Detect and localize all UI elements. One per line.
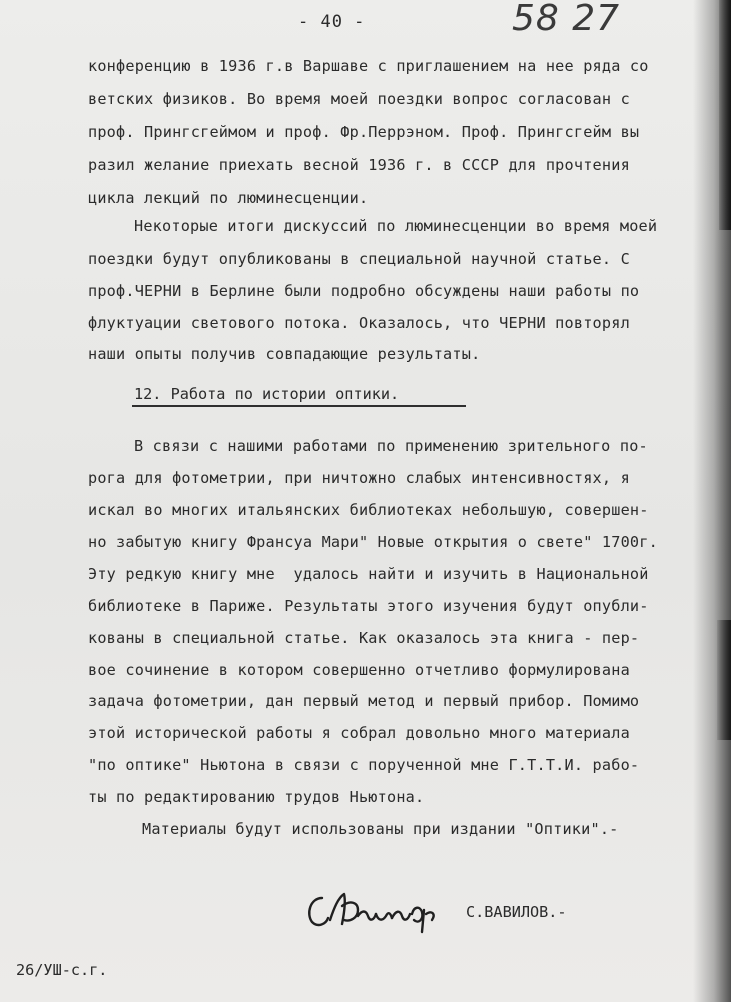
paragraph-2-line-2: поездки будут опубликованы в специальной научной статье. С [88, 250, 630, 268]
paragraph-3-line-9: задача фотометрии, дан первый метод и первый прибор. Помимо [88, 692, 640, 710]
paragraph-3-line-5: Эту редкую книгу мне удалось найти и изучить в Национальной [88, 565, 649, 583]
paragraph-3-line-2: рога для фотометрии, при ничтожно слабых интенсивностях, я [88, 469, 630, 487]
footer-code: 26/УШ-с.г. [16, 961, 108, 979]
page-number: - 40 - [298, 12, 366, 32]
paragraph-2-line-1: Некоторые итоги дискуссий по люминесценции во время моей [134, 217, 658, 235]
paragraph-1-line-3: проф. Прингсгеймом и проф. Фр.Перрэном. Проф. Прингсгейм вы [88, 123, 640, 141]
scan-edge-dark-top [719, 0, 731, 230]
paragraph-3-line-10: этой исторической работы я собрал довольно много материала [88, 724, 630, 742]
paragraph-3-line-11: "по оптике" Ньютона в связи с порученной мне Г.Т.Т.И. рабо- [88, 756, 640, 774]
signer-name: С.ВАВИЛОВ.- [466, 903, 567, 921]
paragraph-2-line-3: проф.ЧЕРНИ в Берлине были подробно обсуждены наши работы по [88, 282, 640, 300]
paragraph-1-line-2: ветских физиков. Во время моей поездки вопрос согласован с [88, 90, 630, 108]
handwritten-signature [300, 880, 450, 940]
paragraph-3-line-1: В связи с нашими работами по применению зрительного по- [134, 437, 648, 455]
section-heading-underline [132, 405, 466, 407]
paragraph-1-line-4: разил желание приехать весной 1936 г. в СССР для прочтения [88, 156, 630, 174]
paragraph-2-line-4: флуктуации светового потока. Оказалось, что ЧЕРНИ повторял [88, 314, 630, 332]
paragraph-3-line-8: вое сочинение в котором совершенно отчетливо формулирована [88, 661, 630, 679]
paragraph-3-line-12: ты по редактированию трудов Ньютона. [88, 788, 425, 806]
paragraph-3-line-6: библиотеке в Париже. Результаты этого изучения будут опубли- [88, 597, 649, 615]
paragraph-1-line-5: цикла лекций по люминесценции. [88, 189, 369, 207]
paragraph-3-line-7: кованы в специальной статье. Как оказалось эта книга - пер- [88, 629, 640, 647]
section-heading: 12. Работа по истории оптики. [134, 385, 400, 403]
paragraph-2-line-5: наши опыты получив совпадающие результаты. [88, 345, 481, 363]
scan-edge-dark-middle [717, 620, 731, 740]
paragraph-3-line-3: искал во многих итальянских библиотеках небольшую, совершен- [88, 501, 649, 519]
archive-number: 58 27 [512, 0, 621, 39]
paragraph-1-line-1: конференцию в 1936 г.в Варшаве с приглашением на нее ряда со [88, 57, 649, 75]
paragraph-3-line-4: но забытую книгу Франсуа Мари" Новые открытия о свете" 1700г. [88, 533, 658, 551]
paragraph-4-line-1: Материалы будут использованы при издании "Оптики".- [142, 820, 619, 838]
